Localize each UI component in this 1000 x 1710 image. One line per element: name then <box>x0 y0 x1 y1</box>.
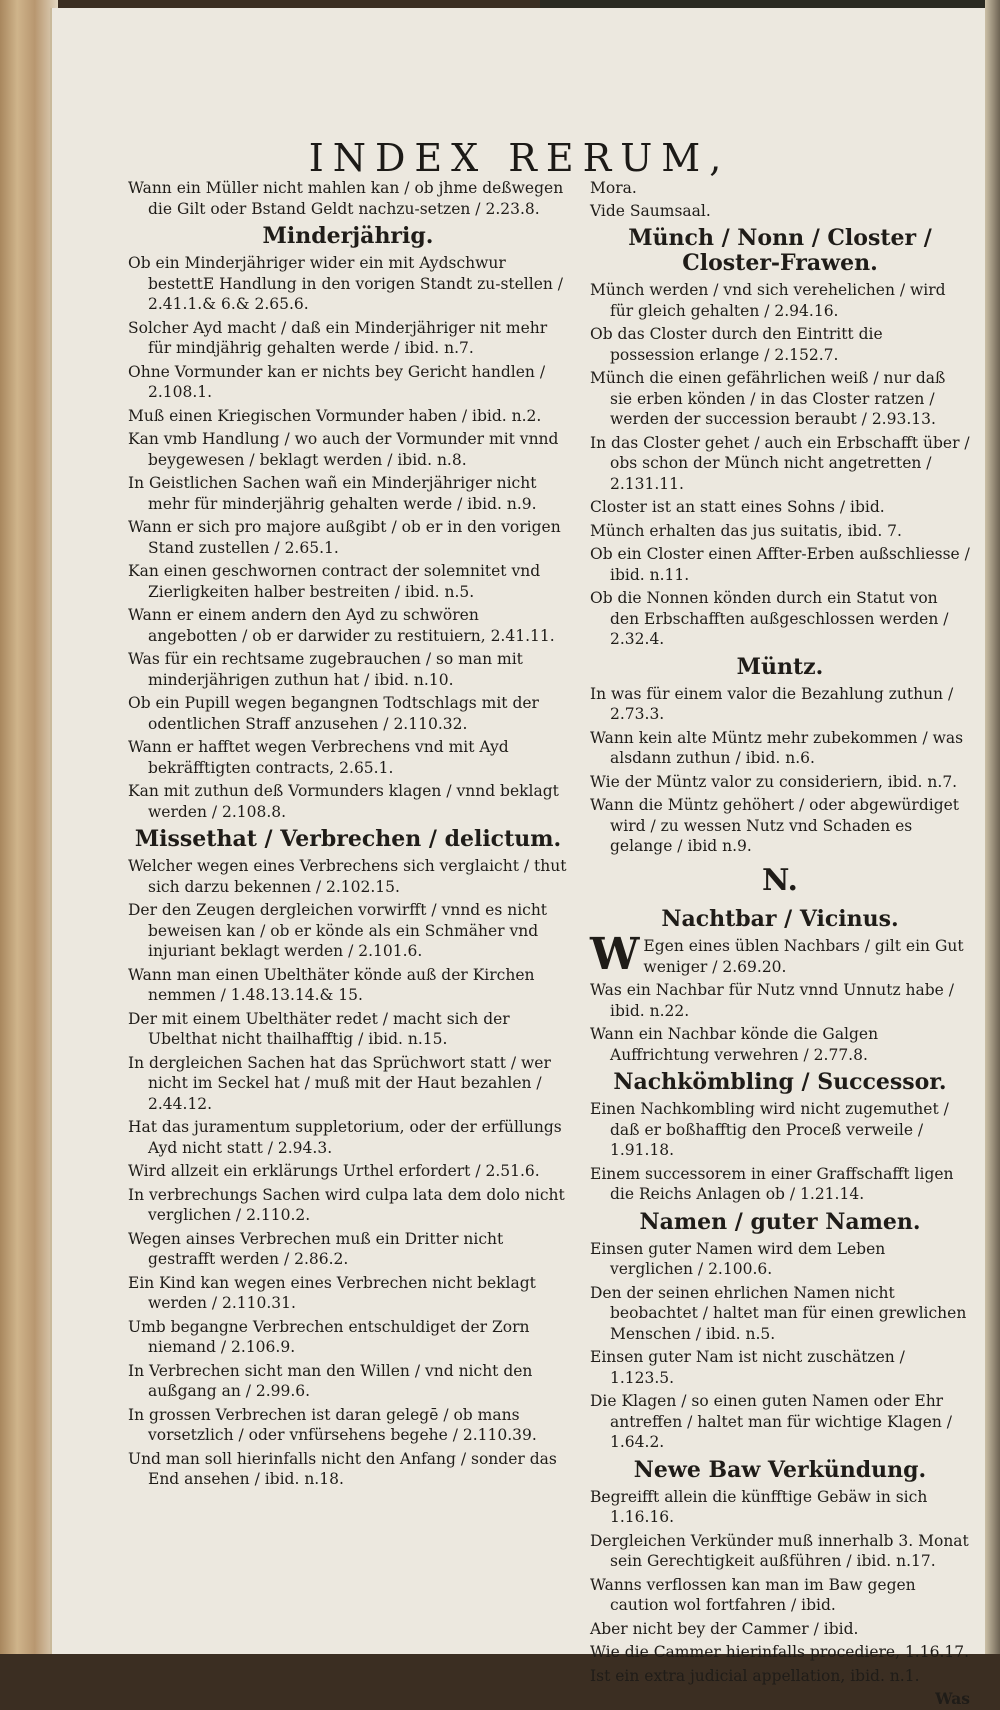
index-entry: Und man soll hierinfalls nicht den Anfang / sonder das End ansehen / ibid. n.18. <box>128 1449 557 1488</box>
index-entry: Ob ein Pupill wegen begangnen Todtschlags mit der odentlichen Straff anzusehen / 2.110.32. <box>128 694 539 733</box>
index-entry: Einsen guter Namen wird dem Leben verglichen / 2.100.6. <box>590 1239 886 1278</box>
index-entry: Ob ein Minderjähriger wider ein mit Aydschwur bestettE Handlung in den vorigen Standt zu-stellen / 2.41.1.& 6.& 2.65.6. <box>128 254 564 313</box>
index-entry: Hat das juramentum suppletorium, oder der erfüllungs Ayd nicht statt / 2.94.3. <box>128 1118 562 1157</box>
section-heading: Namen / guter Namen. <box>639 1208 921 1235</box>
index-entry: Solcher Ayd macht / daß ein Minderjähriger nit mehr für mindjährig gehalten werde / ibid. n.7. <box>128 318 548 357</box>
left-column <box>128 178 568 1493</box>
index-entry: Kan einen geschwornen contract der solemnitet vnd Zierligkeiten halber bestreiten / ibid. n.5. <box>128 562 541 601</box>
index-entry: Den der seinen ehrlichen Namen nicht beobachtet / haltet man für einen grewlichen Menschen / ibid. n.5. <box>590 1283 967 1343</box>
index-entry: Wann die Müntz gehöhert / oder abgewürdiget wird / zu wessen Nutz vnd Schaden es gelange / ibid n.9. <box>590 796 960 855</box>
index-entry: Begreifft allein die künfftige Gebäw in sich 1.16.16. <box>590 1487 928 1526</box>
section-letter: N. <box>762 862 798 898</box>
index-entry: Münch erhalten das jus suitatis, ibid. 7. <box>590 521 902 540</box>
section-heading: Minderjährig. <box>262 223 434 249</box>
index-entry: Wann kein alte Müntz mehr zubekommen / was alsdann zuthun / ibid. n.6. <box>590 728 964 767</box>
index-entry: In verbrechungs Sachen wird culpa lata dem dolo nicht verglichen / 2.110.2. <box>128 1185 565 1224</box>
index-entry: In grossen Verbrechen ist daran gelegē / ob mans vorsetzlich / oder vnfürsehens begehe / 2.110.39. <box>128 1405 537 1444</box>
index-entry: In das Closter gehet / auch ein Erbschafft über / obs schon der Münch nicht angetretten / 2.131.11. <box>590 433 970 493</box>
section-heading: Münch / Nonn / Closter / Closter-Frawen. <box>628 225 932 276</box>
page-header: INDEX RERUM, <box>308 136 731 180</box>
index-entry: Die Klagen / so einen guten Namen oder Ehr antreffen / haltet man für wichtige Klagen / 1.64.2. <box>590 1392 953 1451</box>
index-entry: Ohne Vormunder kan er nichts bey Gericht handlen / 2.108.1. <box>128 362 546 401</box>
section-heading: Newe Baw Verkündung. <box>633 1456 927 1483</box>
index-entry <box>590 929 970 980</box>
index-entry: Wann ein Müller nicht mahlen kan / ob jhme deßwegen die Gilt oder Bstand Geldt nachzu-setzen / 2.23.8. <box>128 179 564 218</box>
index-entry: Was ein Nachbar für Nutz vnnd Unnutz habe / ibid. n.22. <box>590 981 955 1020</box>
index-entry: Welcher wegen eines Verbrechens sich verglaicht / thut sich darzu bekennen / 2.102.15. <box>128 857 567 896</box>
index-entry: Wanns verflossen kan man im Baw gegen caution wol fortfahren / ibid. <box>590 1575 916 1614</box>
index-entry: Ob die Nonnen könden durch ein Statut von den Erbschafften außgeschlossen werden / 2.32.4. <box>590 589 949 648</box>
index-entry: Der den Zeugen dergleichen vorwirfft / vnnd es nicht beweisen kan / ob er könde als ein Schmäher vnd injuriant beklagt werden / 2.101.6. <box>128 901 548 960</box>
section-heading: Nachtbar / Vicinus. <box>661 906 899 932</box>
section-heading: Müntz. <box>736 653 824 680</box>
index-entry: Muß einen Kriegischen Vormunder haben / ibid. n.2. <box>128 406 542 425</box>
index-entry: Wie die Cammer hierinfalls procediere, 1.16.17. <box>590 1643 970 1661</box>
right-column <box>590 178 970 1710</box>
index-entry: Dergleichen Verkünder muß innerhalb 3. Monat sein Gerechtigkeit außführen / ibid. n.17. <box>590 1531 969 1570</box>
index-entry: Kan vmb Handlung / wo auch der Vormunder mit vnnd beygewesen / beklagt werden / ibid. n.8. <box>128 430 559 469</box>
entry-text: Egen eines üblen Nachbars / gilt ein Gut weniger / 2.69.20. <box>643 937 964 976</box>
page-right-edge <box>985 0 1000 1654</box>
index-entry: Wann er hafftet wegen Verbrechens vnd mit Ayd bekräfftigten contracts, 2.65.1. <box>128 738 509 777</box>
section-heading: Missethat / Verbrechen / delictum. <box>134 826 562 852</box>
index-entry: Kan mit zuthun deß Vormunders klagen / vnnd beklagt werden / 2.108.8. <box>128 782 559 821</box>
index-entry: In was für einem valor die Bezahlung zuthun / 2.73.3. <box>590 684 954 723</box>
index-entry: In dergleichen Sachen hat das Sprüchwort statt / wer nicht im Seckel hat / muß mit der Haut bezahlen / 2.44.12. <box>128 1053 551 1113</box>
catchword: Was <box>935 1689 970 1708</box>
index-entry: Aber nicht bey der Cammer / ibid. <box>590 1619 859 1638</box>
index-note: Mora. <box>590 179 637 197</box>
index-entry: Ob das Closter durch den Eintritt die possession erlange / 2.152.7. <box>590 325 883 364</box>
index-entry: Wie der Müntz valor zu consideriern, ibid. n.7. <box>590 772 958 791</box>
index-entry: Closter ist an statt eines Sohns / ibid. <box>590 498 885 516</box>
index-entry: Was für ein rechtsame zugebrauchen / so man mit minderjährigen zuthun hat / ibid. n.10. <box>128 650 523 689</box>
index-entry: Ist ein extra judicial appellation, ibid. n.1. <box>590 1666 920 1685</box>
index-entry: Ein Kind kan wegen eines Verbrechen nicht beklagt werden / 2.110.31. <box>128 1273 536 1312</box>
index-entry: Wann er sich pro majore außgibt / ob er in den vorigen Stand zustellen / 2.65.1. <box>128 518 561 557</box>
index-entry: In Geistlichen Sachen wañ ein Minderjähriger nicht mehr für minderjährig gehalten werde / ibid. n.9. <box>128 474 537 513</box>
index-entry: Münch die einen gefährlichen weiß / nur daß sie erben könden / in das Closter ratzen / werden der succession beraubt / 2.93.13. <box>590 369 946 428</box>
index-entry: Einsen guter Nam ist nicht zuschätzen / 1.123.5. <box>590 1348 905 1387</box>
index-entry: Wann er einem andern den Ayd zu schwören angebotten / ob er darwider zu restituiern, 2.41.11. <box>128 606 555 645</box>
drop-cap: W <box>590 929 640 980</box>
index-entry: Wann ein Nachbar könde die Galgen Auffrichtung verwehren / 2.77.8. <box>590 1025 879 1064</box>
index-entry: Einen Nachkombling wird nicht zugemuthet / daß er boßhafftig den Proceß verweile / 1.91.18. <box>590 1100 949 1159</box>
index-entry: Wegen ainses Verbrechen muß ein Dritter nicht gestrafft werden / 2.86.2. <box>128 1229 504 1268</box>
index-entry: Wann man einen Ubelthäter könde auß der Kirchen nemmen / 1.48.13.14.& 15. <box>128 965 535 1004</box>
index-entry: In Verbrechen sicht man den Willen / vnd nicht den außgang an / 2.99.6. <box>128 1361 533 1400</box>
index-entry: Wird allzeit ein erklärungs Urthel erfordert / 2.51.6. <box>128 1162 540 1180</box>
section-heading: Nachkömbling / Successor. <box>613 1069 947 1095</box>
index-entry: Ob ein Closter einen Affter-Erben außschliesse / ibid. n.11. <box>590 545 970 584</box>
index-entry: Einem successorem in einer Graffschafft ligen die Reichs Anlagen ob / 1.21.14. <box>590 1164 954 1203</box>
index-entry: Der mit einem Ubelthäter redet / macht sich der Ubelthat nicht thailhafftig / ibid. n.15. <box>128 1009 510 1048</box>
index-entry: Münch werden / vnd sich verehelichen / wird für gleich gehalten / 2.94.16. <box>590 281 946 320</box>
index-note: Vide Saumsaal. <box>590 201 711 220</box>
index-entry: Umb begangne Verbrechen entschuldiget der Zorn niemand / 2.106.9. <box>128 1317 530 1356</box>
